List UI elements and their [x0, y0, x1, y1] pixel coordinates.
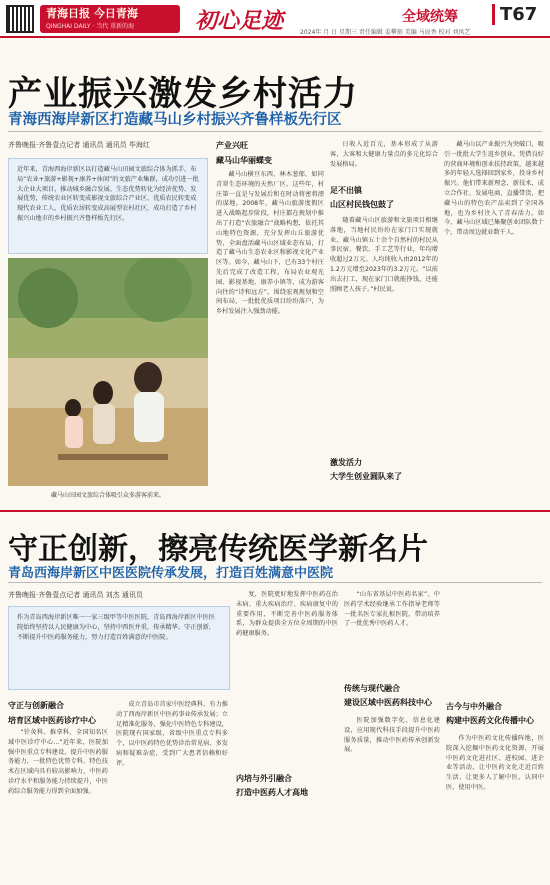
section-divider [0, 510, 550, 512]
article2-byline: 齐鲁晚报·齐鲁壹点记者 通讯员 刘杰 通讯员 [8, 591, 143, 599]
logo-text: 青海日报 今日青海 [46, 7, 138, 20]
article2-col3-head: 内培与外引融合 打造中医药人才高地 [236, 774, 308, 797]
article2-col3-text [236, 590, 338, 750]
article1-col4-text [444, 140, 544, 500]
paragraph: “山东省基层中医药名家”、中医药学术经验继承工作指导老师等一批名医专家扎根医院，带动培养了一批优秀中医药人才。 [344, 591, 440, 628]
masthead [0, 0, 550, 38]
paragraph: 藏马山以产业振兴为突破口，吸引一批批大学生返乡创业。凭借良好的营商环境和创业扶持政策，越来越多的年轻人选择回到家乡，投身乡村振兴。他们带来新理念、新技术，成立合作社、发展电商、直播带货，把藏马山的特色农产品卖到了全国各地，也为乡村注入了青春活力。如今，藏马山区域已集聚创业团队数十个，带动周边就业数千人。 [444, 141, 544, 237]
article2-col4-text2 [344, 716, 440, 876]
article1-col2-head [216, 140, 324, 166]
article1-photo [8, 258, 208, 486]
paragraph: 藏马山横亘东西，林木葱郁，如同青翠生态环境的天然厂区。这些年，村庄第一直是与发展后和在时动将密将漂的谋地。2008年，藏马山旅游度假区进入战略起步阶段，村庄都在规划中推出了打造“农旅融合”战略构想，依托其山地特色资源，充分发挥山丘旅游优势，全面盘活藏马山区域业态布局，打造了藏马山生态农业区和影视文化产业区等。如今，藏马山下，已有33个村庄先后完成了改造工程，布局农业观光园、影视基地、康养小镇等，成为游客向往的“诗和远方”。围绕宏观规划和空间布局，一批批优质项目纷纷落户，为乡村发展注入强劲动能。 [216, 171, 324, 316]
article2-lead: 作为青岛西海岸新区唯一一家三级甲等中医医院，青岛西海岸新区中医医院始终坚持以人民健康为中心，坚持中西医并重，传承精华、守正创新，不断提升中医药服务能力，努力打造百姓满意的中医院。 [8, 606, 230, 690]
article1-lead: 近年来，青海西海岸新区以打造藏马山田园文旅综合体为抓手，布局“农业+旅游+影视+康养+休闲”的文旅产业集群，成功引进一批大企业大项目，推动城乡融合发展、生态优势转化为经济优势、发展优势，传统农业区转变成影视文旅综合产业区、优质农民转变成现代农业工人，优质农居转变成高展型农村社区，成功打造了乡村振兴山地市的乡村振兴齐鲁样板先行区。 [8, 158, 208, 254]
article2-col4-head: 传统与现代融合 建设区域中医药科技中心 [344, 684, 432, 707]
logo-subtext: QINGHAI DAILY · 当代 重新的海 [46, 23, 135, 30]
page-number: T67 [492, 4, 537, 25]
article1-col3-head2: 激发活力 大学生创业圆队来了 [330, 458, 402, 481]
paragraph: 医院加强数字化、信息化建设，应用现代科技手段提升中医药服务质量，推动中医药传承创新发展。 [344, 717, 440, 754]
article1-col2-text [216, 170, 324, 500]
paragraph: 随着藏马山区旅游和文旅项目相继落地，当地村民纷纷在家门口实现就业。藏马山镇五十余个自然村的村民从事民宿、餐饮、手工艺等行业，年均增收超过2万元。人均纯收入由2012年的1.2万元增至2023年的3.2万元。“以前出去打工，现在家门口就能挣钱，还能照顾老人孩子。”村民说。 [330, 217, 438, 293]
article2-col1-text [8, 728, 108, 878]
article2-col5-text [446, 734, 544, 876]
masthead-meta: 2024年 月 日 星期三 责任编辑 姜攀刻 美编 马宸香 校对 刘凤艺 [300, 29, 471, 36]
article2-col5-head: 古今与中外融合 构建中医药文化传播中心 [446, 702, 534, 725]
divider [8, 131, 542, 132]
subhead-line: 藏马山华丽蝶变 [216, 156, 272, 165]
masthead-slogan: 初心足迹 [195, 8, 284, 34]
paragraph: “针灸科、推拿科、全国知名区域中医诊疗中心...”近年来，医院加强中医重点专科建设，提升中医药服务能力，一批特色优势专科、特色技术在区域内具有较高影响力，中医药诊疗水平和服务能力持续提升，中医药综合服务能力得到全面加强。 [8, 729, 108, 795]
article2-col1-head [8, 700, 108, 726]
article2-col4-text [344, 590, 440, 680]
subhead-line: 产业兴旺 [216, 141, 248, 150]
family-field-photo [8, 258, 208, 486]
article2-headline: 守正创新，擦亮传统医学新名片 [8, 532, 428, 567]
paragraph: 成立青岛市首家中医经典科，有力推动了西海岸新区中医药事业传承发展；立足精准化服务，强化中医特色专科建设，医院现有国家级、省级中医重点专科多个，以中医药特色优势诊治常见病、多发病和疑难杂症，受到广大患者信赖和好评。 [116, 701, 228, 767]
article1-byline: 齐鲁晚报·齐鲁壹点记者 通讯员 通讯员 毕海红 [8, 141, 150, 149]
newspaper-logo [40, 5, 180, 33]
article1-subtitle: 青海西海岸新区打造藏马山乡村振兴齐鲁样板先行区 [8, 112, 342, 128]
qr-code-icon [6, 5, 34, 33]
article2-col2-text [116, 700, 228, 878]
subhead-line: 培育区域中医药诊疗中心 [8, 716, 96, 725]
article1-headline: 产业振兴激发乡村活力 [8, 74, 358, 114]
subhead-line: 守正与创新融合 [8, 701, 64, 710]
paragraph: 复，医院更好地发挥中医药在治未病、重大疾病治疗、疾病康复中的重要作用，不断完善中医药服务体系，为群众提供全方位全周期的中医药健康服务。 [236, 591, 338, 638]
article1-col3-head: 足不出镇 山区村民钱包鼓了 [330, 186, 394, 209]
section-name: 全域统筹 [402, 9, 458, 25]
article1-photo-caption: 藏马山田园文旅综合体吸引众多游客前来。 [50, 492, 165, 499]
divider [8, 582, 542, 583]
article2-subtitle: 青岛西海岸新区中医医院传承发展，打造百姓满意中医院 [8, 566, 334, 581]
article1-col3-text [330, 140, 438, 180]
paragraph: 作为中医药文化传播阵地，医院深入挖掘中医药文化资源，开展中医药文化进社区、进校园、进企业等活动，让中医药文化走近百姓生活，让更多人了解中医、认同中医、使用中医。 [446, 735, 544, 791]
paragraph: 日收入近百元，基本形成了从游客，大客和大健康力量点的多元化综合发展格局。 [330, 141, 438, 168]
article1-col3-text2 [330, 216, 438, 452]
